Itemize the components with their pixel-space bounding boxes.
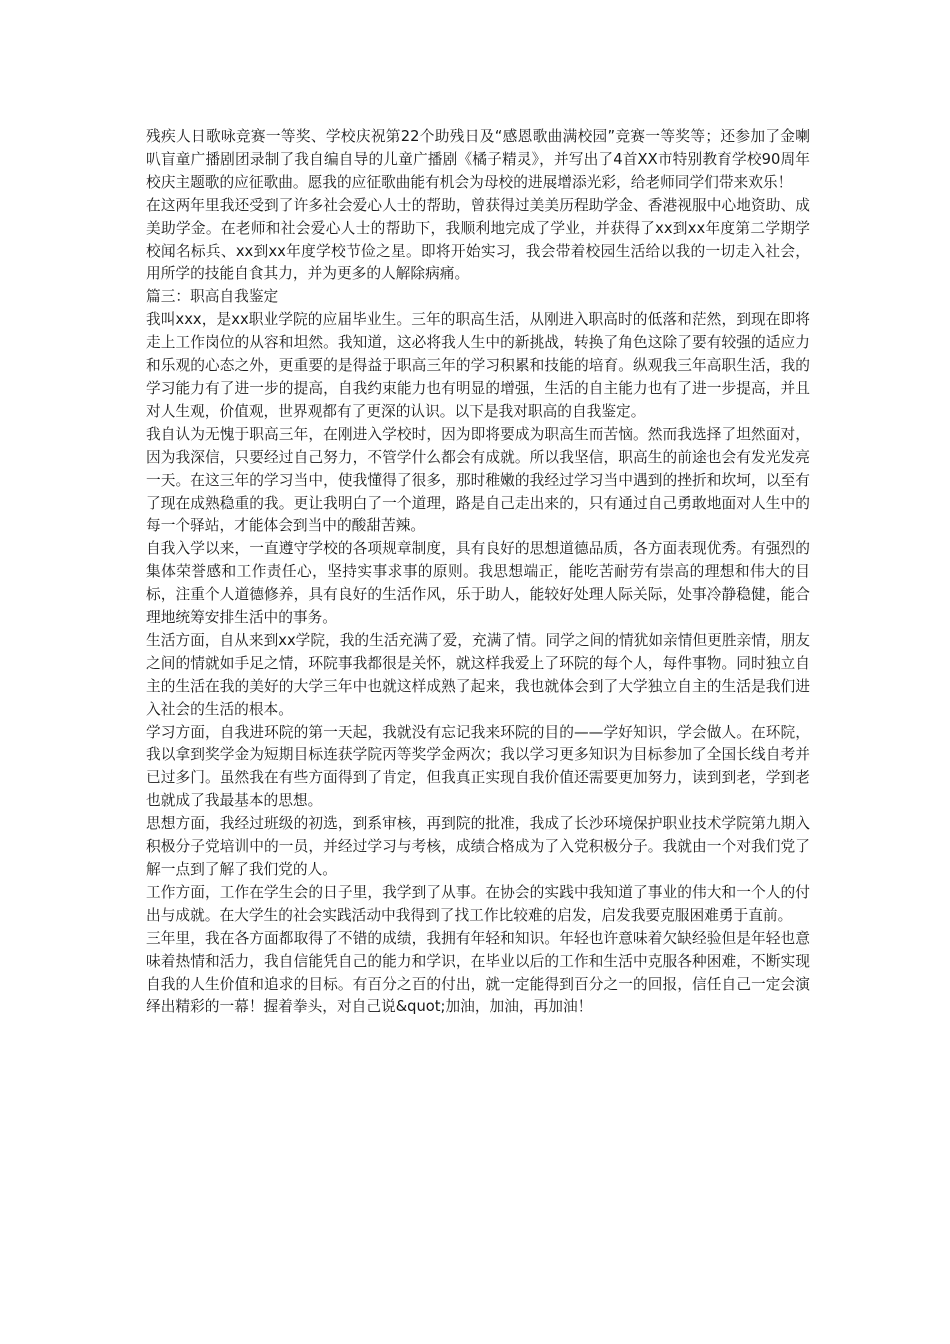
paragraph-conduct: 自我入学以来，一直遵守学校的各项规章制度，具有良好的思想道德品质，各方面表现优秀。有强烈的集体荣誉感和工作责任心，坚持实事求事的原则。我思想端正，能吃苦耐劳有崇高的理想和伟大的目标，注重个人道德修养，具有良好的生活作风，乐于助人，能较好处理人际关际，处事冷静稳健，能合理地统筹安排生活中的事务。 [146,540,810,627]
paragraph-social-help: 在这两年里我还受到了许多社会爱心人士的帮助，曾获得过美美历程助学金、香港视服中心地资助、成美助学金。在老师和社会爱心人士的帮助下，我顺利地完成了学业，并获得了xx到xx年度第二学期学校闻名标兵、xx到xx年度学校节俭之星。即将开始实习，我会带着校园生活给以我的一切走入社会，用所学的技能自食其力，并为更多的人解除病痛。 [146,196,810,283]
paragraph-study: 学习方面，自我进环院的第一天起，我就没有忘记我来环院的目的——学好知识，学会做人。在环院，我以拿到奖学金为短期目标连获学院丙等奖学金两次；我以学习更多知识为目标参加了全国长线自考并已过多门。虽然我在有些方面得到了肯定，但我真正实现自我价值还需要更加努力，读到到老，学到老也就成了我最基本的思想。 [146,723,810,810]
paragraph-awards-continued: 残疾人日歌咏竞赛一等奖、学校庆祝第22个助残日及“感恩歌曲满校园”竞赛一等奖等；还参加了金喇叭盲童广播剧团录制了我自编自导的儿童广播剧《橘子精灵》，并写出了4首XX市特别教育学校90周年校庆主题歌的应征歌曲。愿我的应征歌曲能有机会为母校的进展增添光彩，给老师同学们带来欢乐！ [146,128,810,191]
document-body [146,126,810,1019]
section-heading: 篇三：职高自我鉴定 [146,288,279,306]
paragraph-conclusion: 三年里，我在各方面都取得了不错的成绩，我拥有年轻和知识。年轻也许意味着欠缺经验但是年轻也意味着热情和活力，我自信能凭自己的能力和学识，在毕业以后的工作和生活中克服各种困难，不断实现自我的人生价值和追求的目标。有百分之百的付出，就一定能得到百分之一的回报，信任自己一定会演绎出精彩的一幕！握着拳头，对自己说&quot;加油，加油，再加油！ [146,929,810,1016]
paragraph-thought: 思想方面，我经过班级的初选，到系审核，再到院的批准，我成了长沙环境保护职业技术学院第九期入积极分子党培训中的一员，并经过学习与考核，成绩合格成为了入党积极分子。我就由一个对我们党了解一点到了解了我们党的人。 [146,815,810,878]
paragraph-three-years: 我自认为无愧于职高三年，在刚进入学校时，因为即将要成为职高生而苦恼。然而我选择了坦然面对，因为我深信，只要经过自己努力，不管学什么都会有成就。所以我坚信，职高生的前途也会有发光发亮一天。在这三年的学习当中，使我懂得了很多，那时稚嫩的我经过学习当中遇到的挫折和坎坷，以至有了现在成熟稳重的我。更让我明白了一个道理，路是自己走出来的，只有通过自己勇敢地面对人生中的每一个驿站，才能体会到当中的酸甜苦辣。 [146,425,810,535]
paragraph-introduction: 我叫xxx，是xx职业学院的应届毕业生。三年的职高生活，从刚进入职高时的低落和茫然，到现在即将走上工作岗位的从容和坦然。我知道，这必将我人生中的新挑战，转换了角色这除了要有较强的适应力和乐观的心态之外，更重要的是得益于职高三年的学习积累和技能的培育。纵观我三年高职生活，我的学习能力有了进一步的提高，自我约束能力也有明显的增强，生活的自主能力也有了进一步提高，并且对人生观，价值观，世界观都有了更深的认识。以下是我对职高的自我鉴定。 [146,311,810,420]
paragraph-life: 生活方面，自从来到xx学院，我的生活充满了爱，充满了情。同学之间的情犹如亲情但更胜亲情，朋友之间的情就如手足之情，环院事我都很是关怀，就这样我爱上了环院的每个人，每件事物。同时独立自主的生活在我的美好的大学三年中也就这样成熟了起来，我也就体会到了大学独立自主的生活是我们进入社会的生活的根本。 [146,631,810,718]
paragraph-work: 工作方面，工作在学生会的日子里，我学到了从事。在协会的实践中我知道了事业的伟大和一个人的付出与成就。在大学生的社会实践活动中我得到了找工作比较难的启发，启发我要克服困难勇于直前。 [146,883,810,924]
